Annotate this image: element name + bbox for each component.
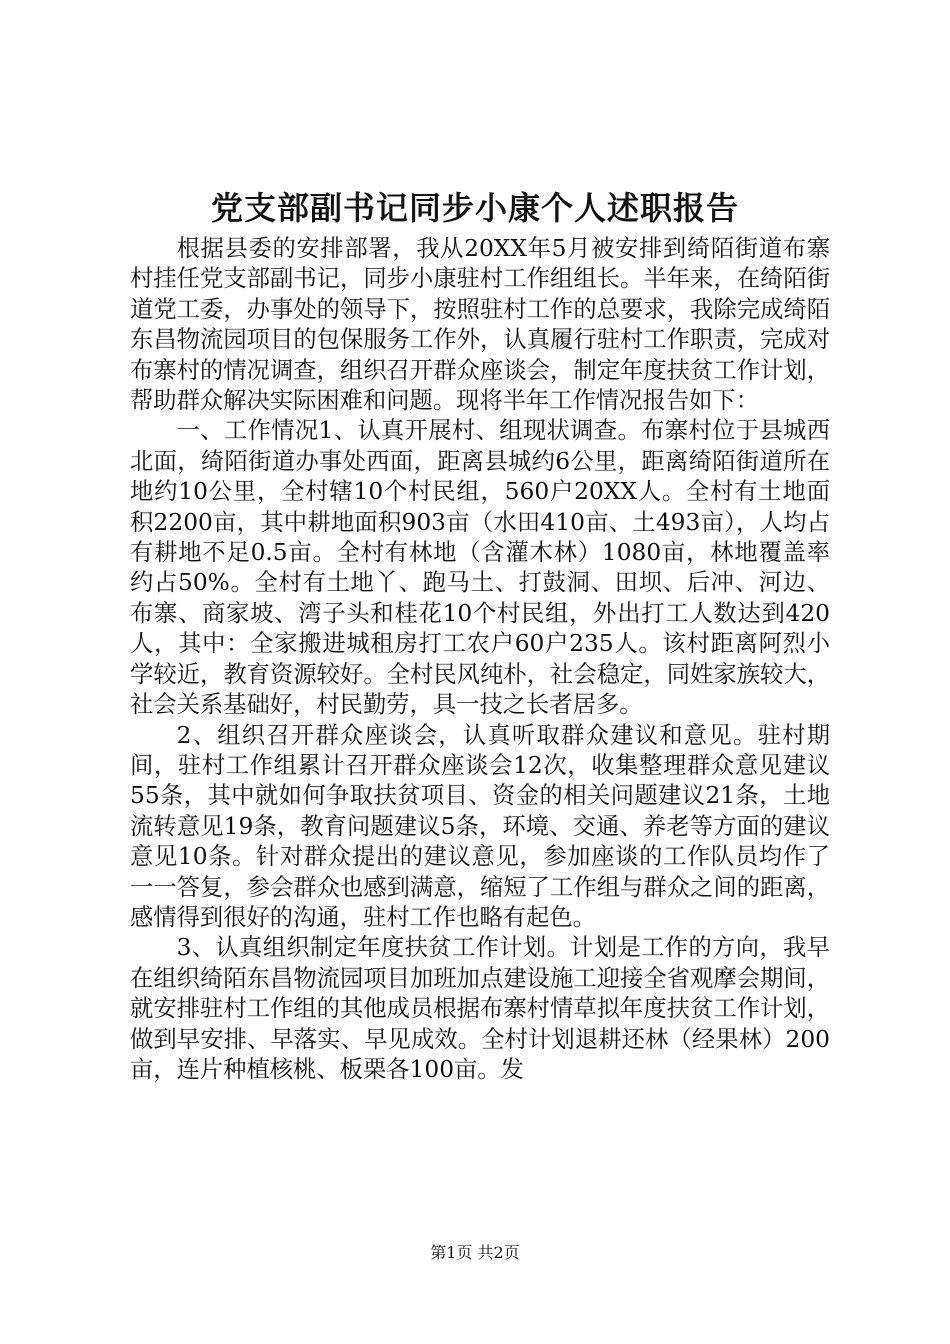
document-title: 党支部副书记同步小康个人述职报告: [210, 189, 739, 227]
document-body: [130, 234, 830, 1085]
paragraph-work-situation: 一、工作情况1、认真开展村、组现状调查。布寨村位于县城西北面，绮陌街道办事处西面，距离县城约6公里，距离绮陌街道所在地约10公里，全村辖10个村民组，560户20XX人。全村有土地面积2200亩，其中耕地面积903亩（水田410亩、土493亩），人均占有耕地不足0.5亩。全村有林地（含灌木林）1080亩，林地覆盖率约占50%。全村有土地丫、跑马土、打鼓洞、田坝、后冲、河边、布寨、商家坡、湾子头和桂花10个村民组，外出打工人数达到420人，其中：全家搬进城租房打工农户60户235人。该村距离阿烈小学较近，教育资源较好。全村民风纯朴，社会稳定，同姓家族较大，社会关系基础好，村民勤劳，具一技之长者居多。: [130, 417, 830, 719]
paragraph-intro: 根据县委的安排部署，我从20XX年5月被安排到绮陌街道布寨村挂任党支部副书记，同步小康驻村工作组组长。半年来，在绮陌街道党工委，办事处的领导下，按照驻村工作的总要求，我除完成绮陌东昌物流园项目的包保服务工作外，认真履行驻村工作职责，完成对布寨村的情况调查，组织召开群众座谈会，制定年度扶贫工作计划，帮助群众解决实际困难和问题。现将半年工作情况报告如下：: [130, 235, 830, 415]
paragraph-symposium: 2、组织召开群众座谈会，认真听取群众建议和意见。驻村期间，驻村工作组累计召开群众座谈会12次，收集整理群众意见建议55条，其中就如何争取扶贫项目、资金的相关问题建议21条，土地流转意见19条，教育问题建议5条，环境、交通、养老等方面的建议意见10条。针对群众提出的建议意见，参加座谈的工作队员均作了一一答复，参会群众也感到满意，缩短了工作组与群众之间的距离，感情得到很好的沟通，驻村工作也略有起色。: [130, 721, 830, 931]
page-footer: 第1页 共2页: [430, 1243, 520, 1262]
paragraph-poverty-plan: 3、认真组织制定年度扶贫工作计划。计划是工作的方向，我早在组织绮陌东昌物流园项目加班加点建设施工迎接全省观摩会期间，就安排驻村工作组的其他成员根据布寨村情草拟年度扶贫工作计划，做到早安排、早落实、早见成效。全村计划退耕还林（经果林）200亩，连片种植核桃、板栗各100亩。发: [130, 934, 830, 1083]
